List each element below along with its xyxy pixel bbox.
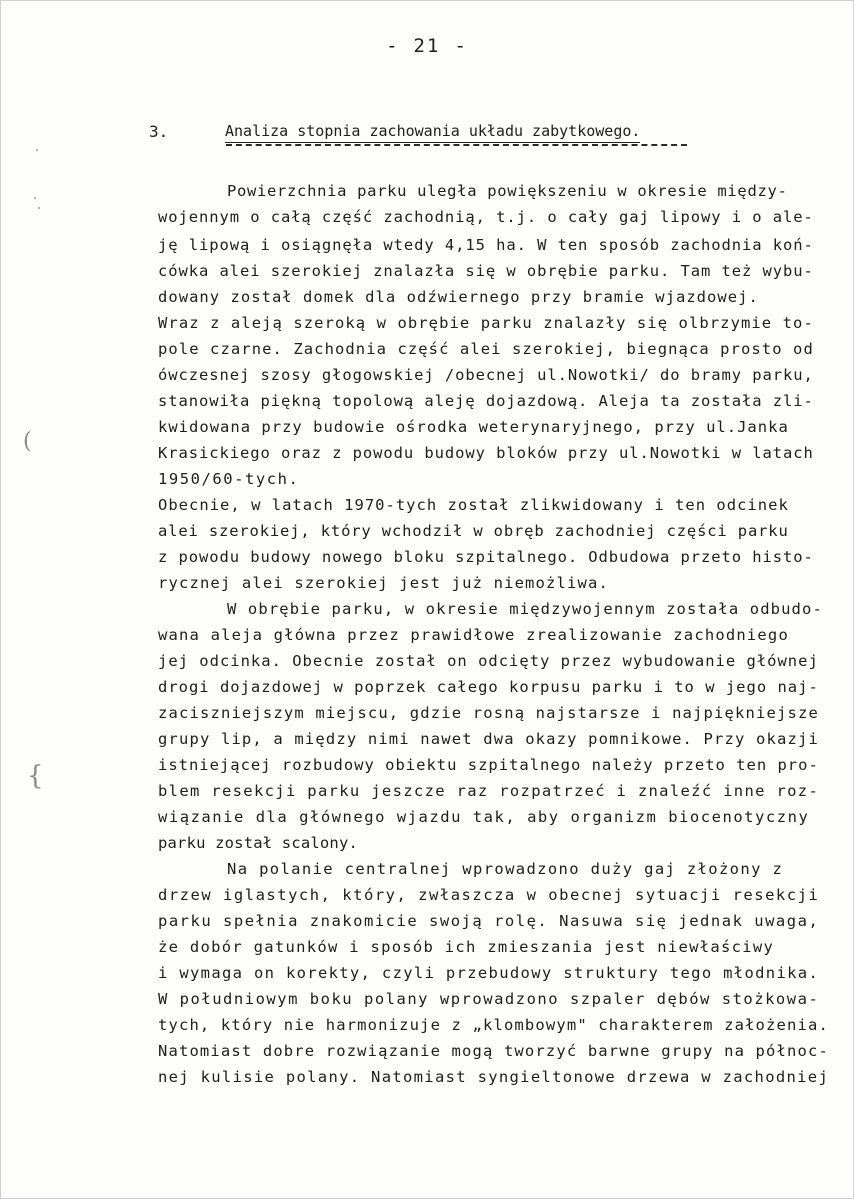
scan-speck [36,149,38,151]
text-line: ję lipową i osiągnęła wtedy 4,15 ha. W ten sposób zachodnia koń- [158,236,814,254]
text-line: wana aleja główna przez prawidłowe zrealizowanie zachodniego [158,626,789,644]
text-line: nej kulisie polany. Natomiast syngieltonowe drzewa w zachodniej [158,1068,830,1086]
page-number: 21 [413,35,441,57]
punch-hole-mark: { [27,761,44,791]
text-line: Obecnie, w latach 1970-tych został zlikwidowany i ten odcinek [158,496,789,514]
text-line: kwidowana przy budowie ośrodka weterynaryjnego, przy ul.Janka [158,418,789,436]
text-line: W południowym boku polany wprowadzono szpaler dębów stożkowa- [158,990,820,1008]
text-line: istniejącej rozbudowy obiektu szpitalnego należy przeto ten pro- [158,756,819,774]
page-number-dash-left: - [386,35,400,57]
page-number-header [1,35,853,57]
text-line: Na polanie centralnej wprowadzono duży gaj złożony z [227,860,784,878]
section-number: 3. [149,122,169,141]
punch-hole-mark: ( [23,429,32,454]
scan-speck [38,207,40,209]
text-line: W obrębie parku, w okresie międzywojennym została odbudo- [227,600,823,618]
text-line: Powierzchnia parku uległa powiększeniu w okresie między- [227,182,788,200]
text-line: rycznej alei szerokiej jest już niemożliwa. [158,574,609,592]
text-line: cówka alei szerokiej znalazła się w obrębie parku. Tam też wybu- [158,262,814,280]
text-line: wiązanie dla głównego wjazdu tak, aby organizm biocenotyczny [158,808,810,826]
text-line: 1950/60-tych. [158,470,300,488]
text-line: Natomiast dobre rozwiązanie mogą tworzyć barwne grupy na północ- [158,1042,829,1060]
section-title: Analiza stopnia zachowania układu zabytkowego. [225,122,640,143]
scan-speck [34,197,36,199]
text-line: alei szerokiej, który wchodził w obręb zachodniej części parku [158,522,789,540]
text-line: pole czarne. Zachodnia część alei szerokiej, biegnąca prosto od [158,340,814,358]
text-line: stanowiła piękną topolową aleję dojazdową. Aleja ta została zli- [158,392,814,410]
text-line: z powodu budowy nowego bloku szpitalnego. Odbudowa przeto histo- [158,548,814,566]
text-line: Wraz z aleją szeroką w obrębie parku znalazły się olbrzymie to- [158,314,814,332]
text-line: Krasickiego oraz z powodu budowy bloków przy ul.Nowotki w latach [158,444,814,462]
text-line: zaciszniejszym miejscu, gdzie rosną najstarsze i najpiękniejsze [158,704,819,722]
text-line: drogi dojazdowej w poprzek całego korpusu parku i to w jego naj- [158,678,819,696]
text-line: grupy lip, a między nimi nawet dwa okazy pomnikowe. Przy okazji [158,730,819,748]
text-line: i wymaga on korekty, czyli przebudowy struktury tego młodnika. [158,964,820,982]
text-line: tych, który nie harmonizuje z „klombowym" charakterem założenia. [158,1016,829,1034]
text-line: blem resekcji parku jeszcze raz rozpatrzeć i znaleźć inne roz- [158,782,820,800]
text-line: parku spełnia znakomicie swoją rolę. Nasuwa się jednak uwaga, [158,912,820,930]
page-number-dash-right: - [454,35,468,57]
text-line: wojennym o całą część zachodnią, t.j. o cały gaj lipowy i o ale- [158,208,814,226]
section-title-rule [226,144,687,146]
text-line: że dobór gatunków i sposób ich zmieszania jest niewłaściwy [158,938,775,956]
text-line: jej odcinka. Obecnie został on odcięty przez wybudowanie głównej [158,652,819,670]
text-line: ówczesnej szosy głogowskiej /obecnej ul.Nowotki/ do bramy parku, [158,366,814,384]
text-line: dowany został domek dla odźwiernego przy bramie wjazdowej. [158,288,759,306]
text-line: parku został scalony. [158,834,358,852]
text-line: drzew iglastych, który, zwłaszcza w obecnej sytuacji resekcji [158,886,820,904]
